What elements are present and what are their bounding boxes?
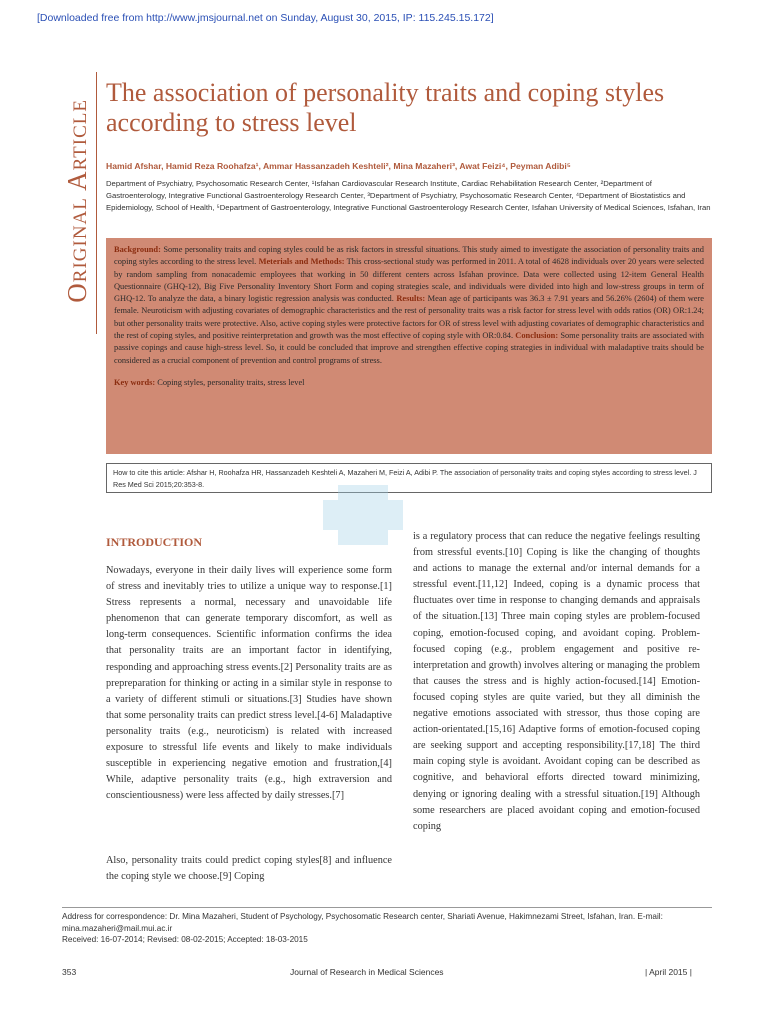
vertical-rule (96, 72, 97, 334)
section-label-text: Original Article (61, 99, 92, 303)
intro-paragraph-1: Nowadays, everyone in their daily lives will experience some form of stress and inevitably tries to utilize a unique way to response.[1] Stress represents a normal, necessary and unavoidable life phenomenon that can generate temporary discomfort, as well as long-term consequences. Scientific information confirms the idea that personality traits are an important factor in identifying, responding and approaching stress events.[2] Personality traits are as prepreparation for thinking or acting in a similar style in response to a variety of different stimuli or situations.[3] Studies have shown that some personality traits can predict stress level.[4-6] Maladaptive personality traits (e.g., neuroticism) is related with increased exposure to stressful life events and likely to make individuals susceptible in experiencing negative emotion and frustration,[4] While, adaptive personality traits (e.g., high extraversion and conscientiousness) were less affected by daily stresses.[7] (106, 565, 392, 802)
intro-column-2: is a regulatory process that can reduce the negative feelings resulting from stressful events.[10] Coping is like the changing of thoughts and actions to manage the external and/or internal demands for a stressful event.[11,12] Indeed, coping is a dynamic process that fluctuates over time in response to changing demands and appraisals of the situation.[13] Three main coping styles are problem-focused coping, emotion-focused coping, and avoidant coping. Problem-focused coping (e.g., problem engagement and positive re-interpretation and growth) involves altering or managing the problem that causes the stress and is highly action-focused.[14] Emotion-focused coping styles are quite varied, but they all diminish the negative emotions associated with stressor, thus those coping are action-orientated.[15,16] Adaptive forms of emotion-focused coping are seeking support and accepting responsibility.[17,18] The third main coping style is avoidant. Avoidant coping can be described as cognitive, and behavioral efforts directed toward minimizing, denying or ignoring dealing with a stressful situation.[19] Although some researchers are placed avoidant coping and emotion-focused coping (413, 531, 700, 832)
download-notice: [Downloaded free from http://www.jmsjournal.net on Sunday, August 30, 2015, IP: 115.245.15.172] (37, 12, 494, 24)
author-list: Hamid Afshar, Hamid Reza Roohafza¹, Ammar Hassanzadeh Keshteli², Mina Mazaheri³, Awat Feizi⁴, Peyman Adibi⁵ (106, 161, 571, 171)
journal-name: Journal of Research in Medical Sciences (290, 967, 444, 977)
methods-text: This cross-sectional study was performed in 2011. A total of 4628 individuals over 20 years were selected by random sampling from nonacademic employees that working in 50 different centers across Isfahan province. Data were collected using 12-item General Health Questionnaire (GHQ-12), Big Five Personality Inventory Short Form and coping strategies scale, and individuals were divided into high and low-stress groups in term of GHQ-12. To analyze the data, a binary logistic regression analysis was conducted. (114, 257, 704, 304)
page-number: 353 (62, 967, 77, 977)
citation-box: How to cite this article: Afshar H, Roohafza HR, Hassanzadeh Keshteli A, Mazaheri M, Feizi A, Adibi P. The association of personality traits and coping styles according to stress level. J Res Med Sci 2015;20:353-8. (106, 463, 712, 493)
affiliations: Department of Psychiatry, Psychosomatic Research Center, ¹Isfahan Cardiovascular Research Institute, Cardiac Rehabilitation Research Center, ²Department of Gastroenterology, Integrative Functional Gastroenterology Research Center, ³Department of Psychiatry, Psychosomatic Research Center, ⁴Department of Biostatistics and Epidemiology, School of Health, ⁵Department of Gastroenterology, Integrative Functional Gastroenterology Research Center, Isfahan University of Medical Sciences, Isfahan, Iran (106, 179, 711, 212)
background-text: Some personality traits and coping styles could be as risk factors in stressful situations. This study aimed to investigate the association of personality traits and coping styles according to the stress level. (114, 245, 704, 267)
abstract-text (114, 244, 704, 367)
background-label: Background: (114, 245, 161, 254)
address-text: Address for correspondence: Dr. Mina Mazaheri, Student of Psychology, Psychosomatic Research center, Shariati Avenue, Hakimnezami Street, Isfahan, Iran. E-mail: mina.mazaheri@mail.mui.ac.ir (62, 912, 663, 933)
results-text: Mean age of participants was 36.3 ± 7.91 years and 56.26% (2604) of them were female. Neuroticism with adjusting covariates of demographic characteristics and the rest of personality traits was a risk factor for stress level with odds ratios (OR) OR:1.24; but other personality traits were protective. Also, active coping styles were protective factors for OR of stress level with adjusting covariates of demographic characteristics and the rest of coping styles, and positive reinterpretation and growth was the most effective of coping style with OR:0.84. (114, 294, 704, 341)
abstract-box (106, 238, 712, 454)
keywords-text: Coping styles, personality traits, stress level (155, 377, 305, 387)
issue-date: | April 2015 | (645, 967, 692, 977)
intro-paragraph-2: Also, personality traits could predict coping styles[8] and influence the coping style we choose.[9] Coping (106, 855, 392, 883)
received-dates: Received: 16-07-2014; Revised: 08-02-2015; Accepted: 18-03-2015 (62, 935, 308, 945)
correspondence (62, 911, 712, 946)
conclusion-text: Some personality traits are associated with passive copings and cause high-stress level. So, it could be concluded that improve and strengthen effective coping strategies in individual with maladaptive traits should be considered as a crucial component of prevention and control programs of stress. (114, 331, 704, 365)
results-label: Results: (396, 294, 426, 304)
methods-label: Meterials and Methods: (258, 257, 345, 267)
keywords-label: Key words: (114, 377, 156, 387)
footer-divider (62, 907, 712, 908)
conclusion-label: Conclusion: (515, 331, 559, 341)
section-label (62, 76, 92, 326)
watermark-logo (318, 480, 408, 550)
article-title: The association of personality traits and coping styles according to stress level (106, 78, 665, 137)
introduction-heading: INTRODUCTION (106, 535, 203, 549)
keywords (114, 377, 704, 389)
